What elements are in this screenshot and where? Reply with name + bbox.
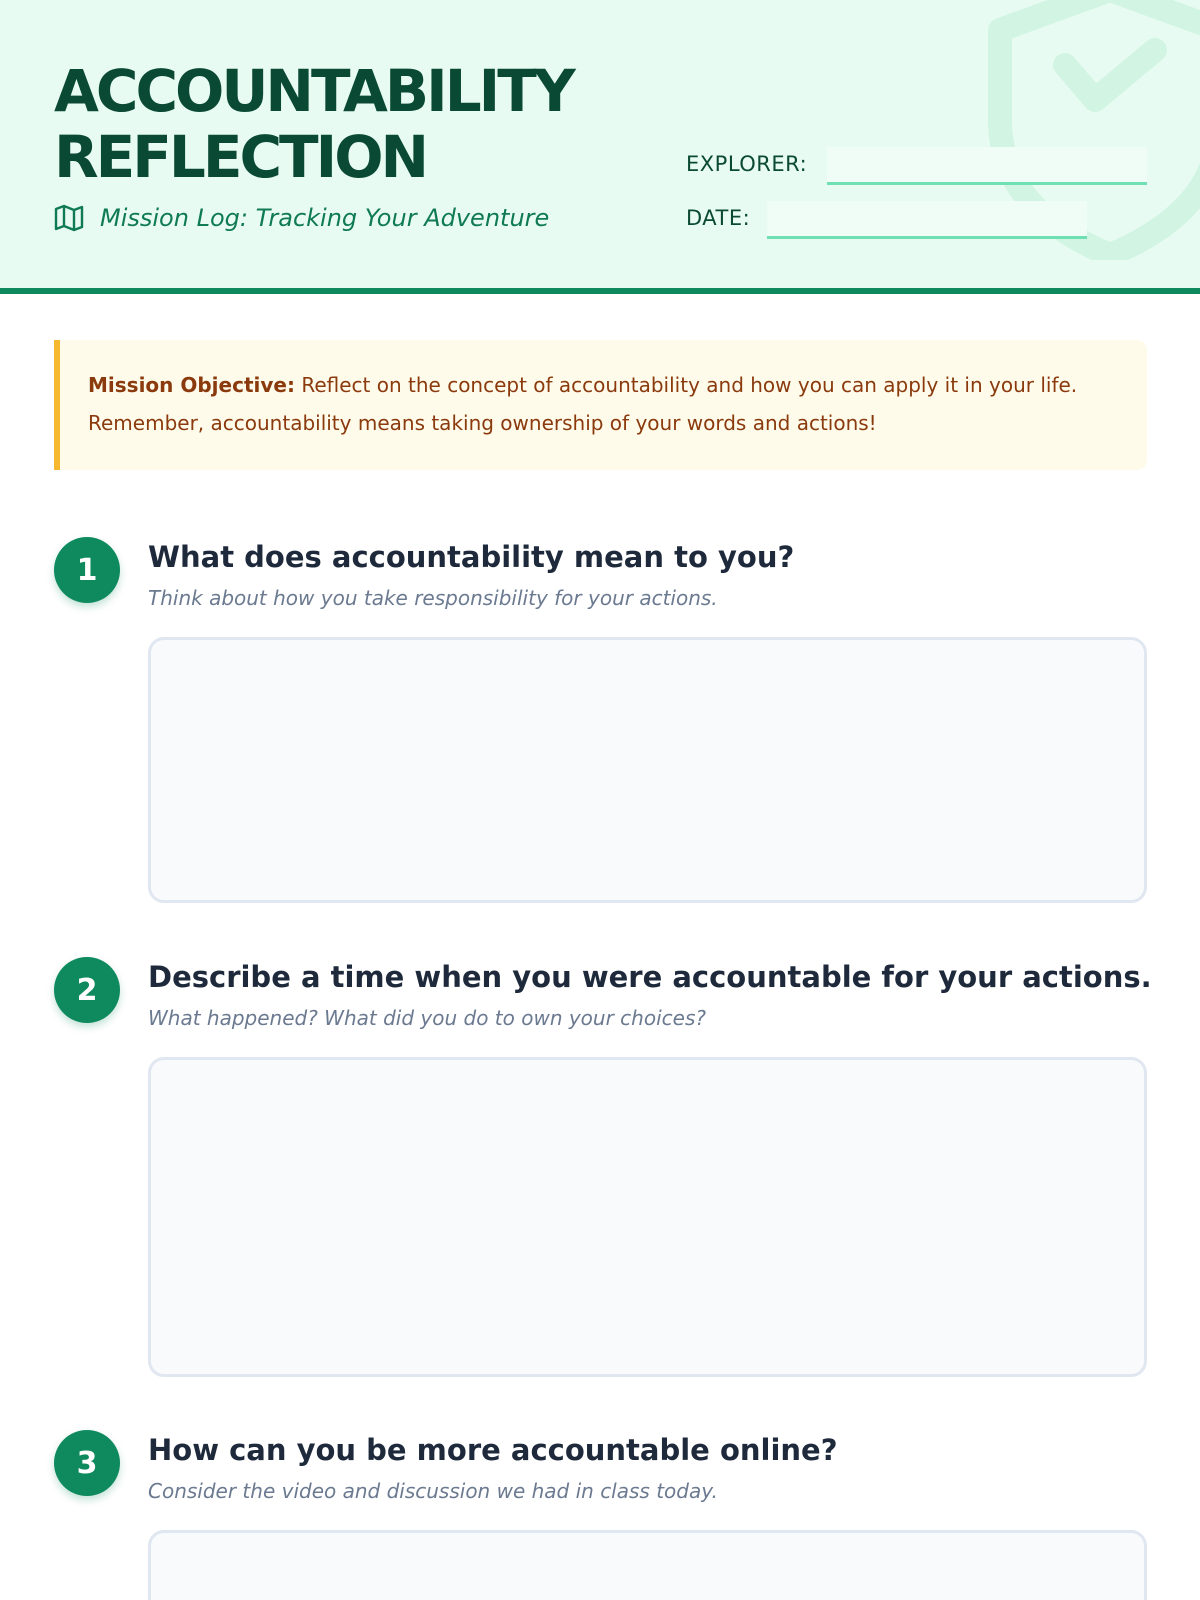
subtitle: Mission Log: Tracking Your Adventure <box>100 204 550 232</box>
mission-objective-callout <box>54 340 1147 470</box>
title-line-1: ACCOUNTABILITY <box>54 57 573 125</box>
explorer-field[interactable] <box>827 147 1147 185</box>
date-label: DATE: <box>686 206 751 230</box>
worksheet-header <box>0 0 1200 294</box>
question-2-answer-box[interactable] <box>148 1057 1147 1377</box>
map-icon <box>54 204 84 232</box>
question-3-number-badge: 3 <box>54 1430 120 1496</box>
question-3-answer-box[interactable] <box>148 1530 1147 1600</box>
objective-label: Mission Objective: <box>88 373 295 397</box>
explorer-label: EXPLORER: <box>686 152 808 176</box>
objective-text: Reflect on the concept of accountability and how you can apply it in your life. Remember, accountability means taking ownership of your words and actions! <box>88 373 1078 435</box>
question-1-hint: Think about how you take responsibility for your actions. <box>148 586 718 610</box>
question-2-hint: What happened? What did you do to own your choices? <box>148 1006 706 1030</box>
question-1-number-badge: 1 <box>54 537 120 603</box>
question-2-title: Describe a time when you were accountable for your actions. <box>148 960 1152 994</box>
question-1-title: What does accountability mean to you? <box>148 540 795 574</box>
question-3-title: How can you be more accountable online? <box>148 1433 838 1467</box>
subtitle-row <box>54 204 549 232</box>
question-3-hint: Consider the video and discussion we had in class today. <box>148 1479 718 1503</box>
title-line-2: REFLECTION <box>54 123 427 191</box>
page-title <box>54 58 674 190</box>
date-field[interactable] <box>767 201 1087 239</box>
question-2-number-badge: 2 <box>54 957 120 1023</box>
question-1-answer-box[interactable] <box>148 637 1147 903</box>
